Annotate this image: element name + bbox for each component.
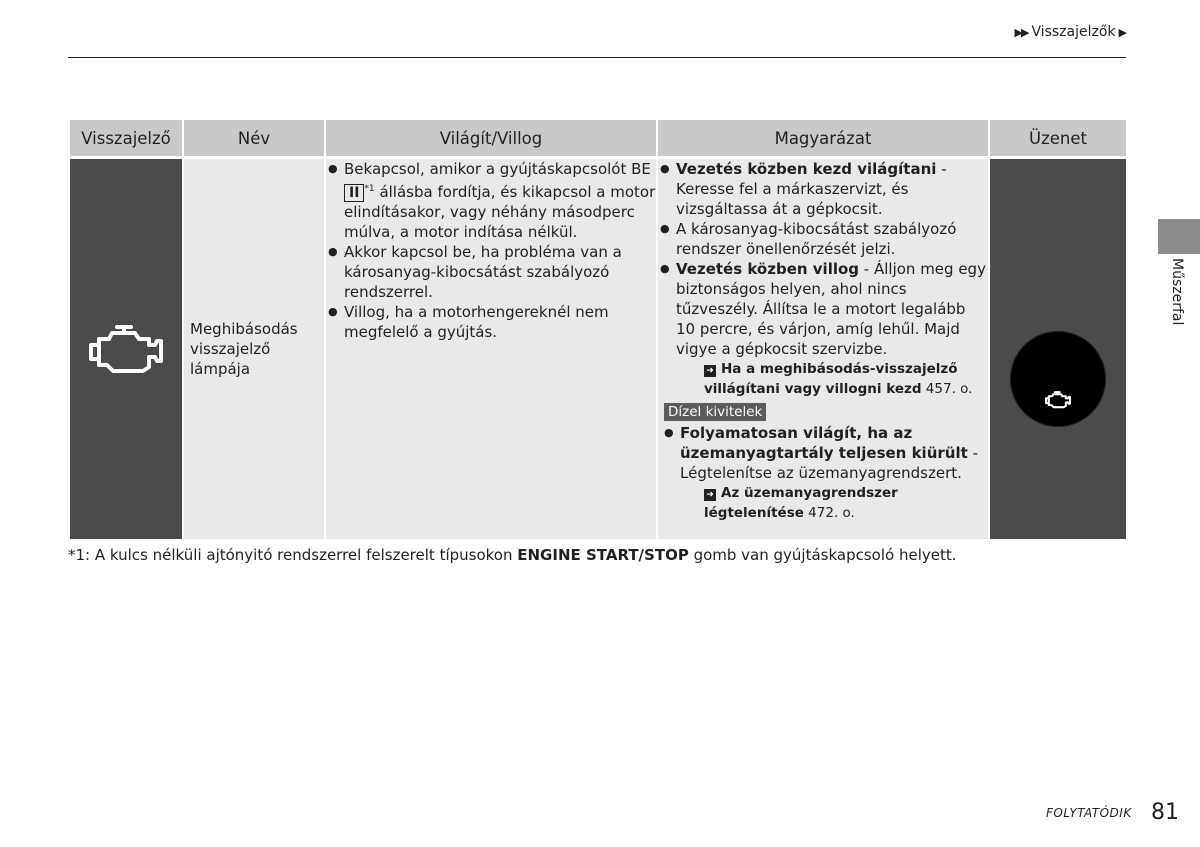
explanation-heading: Vezetés közben kezd világítani bbox=[676, 160, 937, 178]
explanation-cell bbox=[658, 159, 988, 539]
message-cell bbox=[990, 159, 1126, 539]
double-arrow-icon: ▶▶ bbox=[1014, 25, 1028, 39]
explanation-text: - Álljon meg egy biztonságos helyen, ahol nincs tűzveszély. Állítsa le a motort legalább 10 percre, és várjon, amíg lehűl. Majd vigye a gépkocsit szervizbe. bbox=[676, 260, 986, 358]
col-header-indicator: Visszajelző bbox=[70, 120, 182, 159]
diesel-list bbox=[658, 421, 988, 483]
top-rule bbox=[68, 57, 1126, 58]
continue-label: FOLYTATÓDIK bbox=[1046, 806, 1132, 820]
list-item bbox=[326, 302, 656, 342]
footnote-text: A kulcs nélküli ajtónyitó rendszerrel felszerelt típusokon bbox=[90, 546, 518, 564]
footnote-mark: *1 bbox=[364, 184, 375, 194]
light-item-2-text: Akkor kapcsol be, ha probléma van a károsanyag-kibocsátást szabályozó rendszerrel. bbox=[344, 243, 622, 301]
list-item bbox=[662, 423, 984, 483]
breadcrumb bbox=[1015, 24, 1125, 40]
col-header-explanation: Magyarázat bbox=[658, 120, 988, 159]
page-number: 81 bbox=[1151, 800, 1179, 825]
indicator-table bbox=[68, 120, 1128, 539]
explanation-text: - Légtelenítse az üzemanyagrendszert. bbox=[680, 444, 978, 482]
light-cell bbox=[326, 159, 656, 539]
cross-reference-link[interactable] bbox=[704, 359, 988, 399]
check-engine-icon bbox=[1044, 389, 1072, 409]
arrow-right-icon: ▶ bbox=[1118, 25, 1125, 39]
footnote-tail: gomb van gyújtáskapcsoló helyett. bbox=[688, 546, 957, 564]
col-header-message: Üzenet bbox=[990, 120, 1126, 159]
list-item bbox=[658, 259, 988, 359]
reference-arrow-icon: ➜ bbox=[704, 489, 716, 501]
xref-page: 472. o. bbox=[803, 505, 855, 521]
section-tab[interactable] bbox=[1158, 219, 1200, 254]
list-item bbox=[658, 219, 988, 259]
light-item-1-tail: állásba fordítja, és kikapcsol a motor elindításakor, vagy néhány másodperc múlva, a motor indítása nélkül. bbox=[344, 183, 656, 241]
indicator-cell bbox=[70, 159, 182, 539]
diesel-badge: Dízel kivitelek bbox=[664, 403, 766, 421]
breadcrumb-label: Visszajelzők bbox=[1031, 24, 1116, 40]
table-row bbox=[70, 159, 1126, 539]
table-header-row bbox=[70, 120, 1126, 159]
list-item bbox=[326, 159, 656, 242]
ignition-position-key: II bbox=[344, 184, 364, 202]
xref-page: 457. o. bbox=[921, 381, 973, 397]
indicator-name: Meghibásodás visszajelző lámpája bbox=[190, 320, 298, 378]
footnote bbox=[68, 546, 957, 564]
name-cell bbox=[184, 159, 324, 539]
explanation-heading: Folyamatosan világít, ha az üzemanyagtartály teljesen kiürült bbox=[680, 424, 968, 462]
check-engine-icon bbox=[85, 319, 167, 375]
section-tab-label: Műszerfal bbox=[1169, 258, 1185, 326]
light-item-1-text: Bekapcsol, amikor a gyújtáskapcsolót BE bbox=[344, 160, 651, 178]
explanation-text: A károsanyag-kibocsátást szabályozó rendszer önellenőrzését jelzi. bbox=[676, 220, 957, 258]
col-header-name: Név bbox=[184, 120, 324, 159]
explanation-list bbox=[658, 159, 988, 359]
cross-reference-link[interactable] bbox=[704, 483, 988, 523]
reference-arrow-icon: ➜ bbox=[704, 365, 716, 377]
col-header-light: Világít/Villog bbox=[326, 120, 656, 159]
light-list bbox=[326, 159, 656, 342]
list-item bbox=[326, 242, 656, 302]
xref-title: Ha a meghibásodás-visszajelző villágítani vagy villogni kezd bbox=[704, 361, 958, 397]
xref-title: Az üzemanyagrendszer légtelenítése bbox=[704, 485, 898, 521]
explanation-heading: Vezetés közben villog bbox=[676, 260, 860, 278]
footnote-bold: ENGINE START/STOP bbox=[517, 546, 689, 564]
footnote-mark: *1: bbox=[68, 546, 91, 564]
display-screen bbox=[1010, 331, 1106, 427]
explanation-text: - Keresse fel a márkaszervizt, és vizsgáltassa át a gépkocsit. bbox=[676, 160, 947, 218]
list-item bbox=[658, 159, 988, 219]
light-item-3-text: Villog, ha a motorhengereknél nem megfelelő a gyújtás. bbox=[344, 303, 609, 341]
